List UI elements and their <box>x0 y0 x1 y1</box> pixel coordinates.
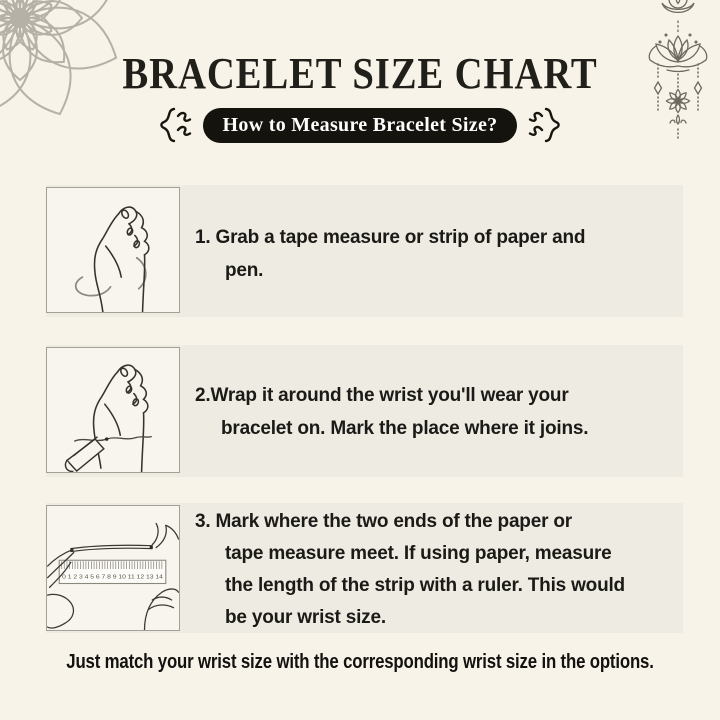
step-row-3 <box>46 503 683 633</box>
how-to-measure-badge: How to Measure Bracelet Size? <box>203 108 518 143</box>
step2-text <box>195 379 720 445</box>
ruler-numbers: 0 1 2 3 4 5 6 7 8 9 10 11 12 13 14 <box>62 574 164 581</box>
right-flourish-icon <box>527 106 561 144</box>
fist-hand-with-bangle-illustration <box>47 188 179 312</box>
step-line: bracelet on. Mark the place where it joins. <box>221 418 589 439</box>
step3-text <box>195 506 720 634</box>
step-row-2 <box>46 345 683 477</box>
step-line: tape measure meet. If using paper, measure <box>225 543 612 564</box>
step-row-1 <box>46 185 683 317</box>
step-line: the length of the strip with a ruler. This would <box>225 575 625 596</box>
page-title: BRACELET SIZE CHART <box>122 49 598 98</box>
step-line: pen. <box>225 260 264 281</box>
badge-row <box>0 105 720 145</box>
step-line: 1. Grab a tape measure or strip of paper and <box>195 227 586 248</box>
step2-figure-frame <box>46 347 180 473</box>
step1-text <box>195 221 720 287</box>
step3-figure-frame <box>46 505 180 631</box>
hands-with-ruler-illustration <box>47 506 179 630</box>
step-line: 3. Mark where the two ends of the paper or <box>195 511 572 532</box>
step-line: be your wrist size. <box>225 607 386 628</box>
fist-hand-with-marker-illustration <box>47 348 179 472</box>
footer-note: Just match your wrist size with the corresponding wrist size in the options. <box>66 651 654 673</box>
left-flourish-icon <box>159 106 193 144</box>
step1-figure-frame <box>46 187 180 313</box>
step-line: 2.Wrap it around the wrist you'll wear your <box>195 385 569 406</box>
